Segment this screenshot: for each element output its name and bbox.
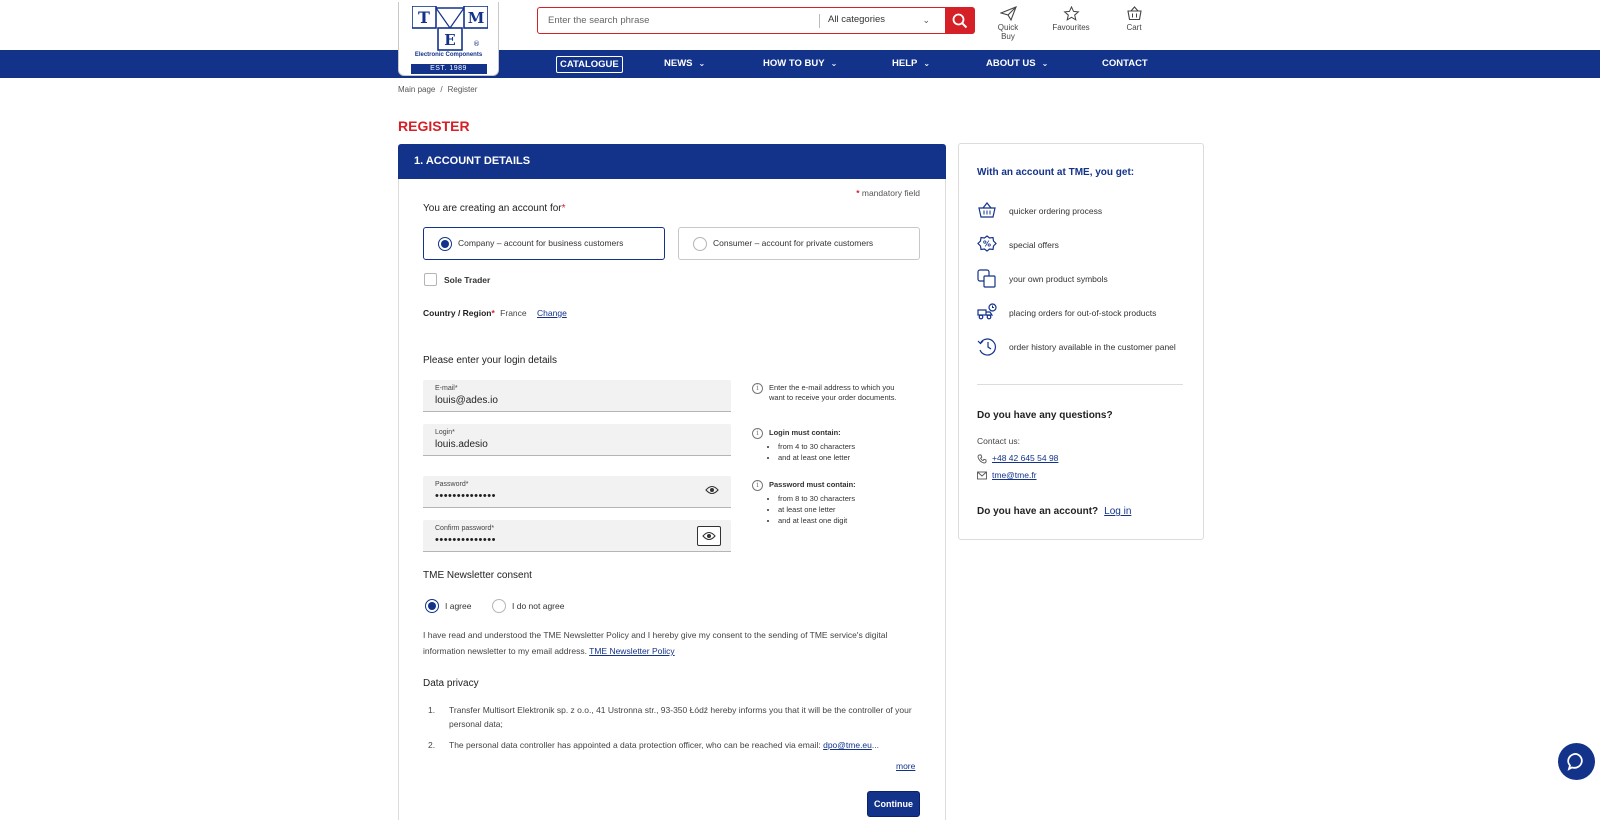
- password-hint-item: • from 8 to 30 characters: [778, 493, 912, 504]
- benefits-card: [958, 143, 1204, 540]
- history-icon: [977, 337, 997, 357]
- confirm-password-value: ••••••••••••••: [435, 534, 496, 546]
- info-icon: i: [752, 480, 763, 491]
- log-in-link[interactable]: Log in: [1104, 506, 1132, 517]
- search-category-select[interactable]: [828, 8, 938, 32]
- info-icon: i: [752, 428, 763, 439]
- newsletter-consent-text: [423, 627, 923, 659]
- cart-label: Cart: [1126, 23, 1142, 32]
- consumer-option-label: Consumer – account for private customers: [713, 238, 874, 248]
- privacy-item-suffix: ...: [871, 740, 879, 750]
- email-link[interactable]: tme@tme.fr: [992, 470, 1037, 480]
- required-star: *: [561, 203, 566, 214]
- phone-link[interactable]: +48 42 645 54 98: [992, 453, 1059, 463]
- eye-icon: [705, 485, 719, 495]
- email-hint: [752, 383, 912, 403]
- password-value: ••••••••••••••: [435, 490, 496, 502]
- have-account-row: [977, 506, 1131, 517]
- login-details-title: Please enter your login details: [423, 355, 557, 366]
- company-option-label: Company – account for business customers: [458, 238, 624, 248]
- company-account-option[interactable]: [423, 227, 665, 260]
- main-nav: [0, 50, 1600, 78]
- consumer-radio[interactable]: [693, 237, 707, 251]
- chevron-down-icon: ⌄: [923, 59, 931, 68]
- chat-button[interactable]: [1558, 743, 1595, 780]
- newsletter-text: I have read and understood the TME Newsletter Policy and I hereby give my consent to the sending of TME service's digital information newsletter to my email address.: [423, 630, 888, 656]
- country-label: Country / Region: [423, 308, 492, 318]
- privacy-item-text: The personal data controller has appointed a data protection officer, who can be reached via email:: [449, 740, 824, 750]
- nav-help-label: HELP: [892, 58, 918, 69]
- nav-news-label: NEWS: [664, 58, 693, 69]
- mandatory-note: [856, 188, 920, 198]
- questions-title: Do you have any questions?: [977, 410, 1113, 421]
- search-bar: [537, 7, 974, 34]
- have-account-text: Do you have an account?: [977, 506, 1099, 517]
- privacy-item: [428, 703, 923, 731]
- product-symbols-icon: [977, 269, 997, 289]
- chevron-down-icon: ⌄: [922, 15, 930, 25]
- nav-how-to-buy[interactable]: [763, 50, 837, 78]
- chevron-down-icon: ⌄: [698, 59, 706, 68]
- special-offers-icon: [977, 235, 997, 253]
- section-title: 1. ACCOUNT DETAILS: [398, 144, 946, 179]
- show-password-button[interactable]: [705, 485, 719, 498]
- password-label: Password*: [435, 481, 469, 488]
- out-of-stock-truck-icon: [977, 303, 997, 321]
- benefit-text: quicker ordering process: [1009, 206, 1103, 216]
- benefit-text: order history available in the customer panel: [1009, 342, 1176, 352]
- benefit-text: your own product symbols: [1009, 274, 1108, 284]
- benefit-text: placing orders for out-of-stock products: [1009, 308, 1157, 318]
- password-hint-item: • at least one letter: [778, 504, 912, 515]
- breadcrumb-current: Register: [447, 85, 478, 94]
- password-hint-item: • and at least one digit: [778, 515, 912, 526]
- tme-logo-mark: [412, 6, 488, 52]
- search-input[interactable]: [548, 12, 813, 29]
- envelope-icon: [977, 471, 987, 480]
- favourites-button[interactable]: [1051, 6, 1091, 32]
- breadcrumb-separator: /: [440, 85, 443, 94]
- nav-news[interactable]: [664, 50, 705, 78]
- email-value: louis@ades.io: [435, 395, 498, 406]
- favourites-label: Favourites: [1052, 23, 1090, 32]
- sole-trader-checkbox[interactable]: [424, 273, 437, 286]
- benefits-title: With an account at TME, you get:: [977, 167, 1135, 178]
- mandatory-text: mandatory field: [859, 188, 920, 198]
- continue-button[interactable]: Continue: [867, 791, 920, 817]
- login-hint: [752, 428, 912, 463]
- eye-icon: [702, 531, 716, 541]
- email-label: E-mail*: [435, 385, 458, 392]
- svg-text:%: %: [982, 239, 992, 249]
- logo-tagline: Electronic Components: [414, 52, 483, 58]
- login-field[interactable]: [423, 424, 731, 456]
- nav-about-us-label: ABOUT US: [986, 58, 1036, 69]
- divider: [977, 384, 1183, 385]
- account-for-text: You are creating an account for: [423, 203, 562, 214]
- basket-icon: [977, 201, 997, 219]
- country-row: [423, 308, 567, 318]
- page-title: REGISTER: [398, 118, 470, 134]
- login-label: Login*: [435, 429, 455, 436]
- nav-help[interactable]: [892, 50, 930, 78]
- search-button[interactable]: [945, 7, 975, 34]
- cart-basket-icon: [1126, 6, 1143, 21]
- login-hint-item: • and at least one letter: [778, 452, 912, 463]
- password-field[interactable]: [423, 476, 731, 508]
- svg-text:M: M: [467, 9, 485, 27]
- nav-contact-label: CONTACT: [1102, 58, 1148, 69]
- breadcrumb: [398, 85, 477, 94]
- quick-buy-label: Quick Buy: [997, 23, 1019, 41]
- benefit-text: special offers: [1009, 240, 1059, 250]
- privacy-item-text: Transfer Multisort Elektronik sp. z o.o., 41 Ustronna str., 93-350 Łódź hereby informs you that it will be the controller of your personal data;: [449, 705, 912, 729]
- email-hint-text: Enter the e-mail address to which you want to receive your order documents.: [769, 383, 897, 402]
- phone-icon: [977, 454, 987, 464]
- email-field[interactable]: [423, 380, 731, 412]
- mandatory-star: *: [856, 188, 860, 198]
- password-hint: [752, 480, 912, 526]
- svg-text:T: T: [418, 8, 430, 27]
- cart-button[interactable]: [1122, 6, 1146, 32]
- privacy-title: Data privacy: [423, 678, 479, 689]
- consumer-account-option[interactable]: [678, 227, 920, 260]
- logo-est: EST. 1989: [430, 65, 467, 72]
- login-value: louis.adesio: [435, 439, 488, 450]
- nav-how-to-buy-label: HOW TO BUY: [763, 58, 825, 69]
- paper-plane-icon: [1000, 6, 1017, 21]
- svg-text:E: E: [444, 31, 456, 49]
- nav-catalogue-label: CATALOGUE: [560, 59, 619, 70]
- login-hint-item: • from 4 to 30 characters: [778, 441, 912, 452]
- newsletter-disagree-radio[interactable]: [492, 599, 506, 613]
- show-confirm-password-button[interactable]: [697, 526, 721, 546]
- more-link[interactable]: more: [896, 761, 916, 771]
- privacy-item-number: 1.: [428, 705, 436, 715]
- account-for-label: [423, 203, 566, 214]
- chat-bubble-icon: [1567, 752, 1586, 771]
- required-star: *: [491, 308, 495, 318]
- newsletter-agree-radio[interactable]: [425, 599, 439, 613]
- search-divider: [819, 14, 820, 28]
- nav-about-us[interactable]: [986, 50, 1048, 78]
- nav-contact[interactable]: [1102, 50, 1148, 78]
- svg-text:®: ®: [473, 40, 480, 48]
- login-hint-title: Login must contain:: [769, 428, 841, 437]
- newsletter-policy-link[interactable]: TME Newsletter Policy: [589, 646, 675, 656]
- info-icon: i: [752, 383, 763, 394]
- dpo-email-link[interactable]: dpo@tme.eu: [823, 740, 872, 750]
- confirm-password-field[interactable]: [423, 520, 731, 552]
- confirm-password-label: Confirm password*: [435, 525, 495, 532]
- nav-catalogue[interactable]: [556, 56, 623, 73]
- company-radio[interactable]: [438, 237, 452, 251]
- quick-buy-button[interactable]: [990, 6, 1026, 41]
- contact-us-label: Contact us:: [977, 436, 1020, 446]
- country-value: France: [500, 308, 527, 318]
- breadcrumb-home[interactable]: Main page: [398, 85, 436, 94]
- search-category-label: All categories: [828, 14, 886, 25]
- privacy-item-number: 2.: [428, 740, 436, 750]
- privacy-item: [428, 738, 923, 752]
- sole-trader-label: Sole Trader: [444, 275, 491, 285]
- newsletter-agree-label: I agree: [445, 601, 472, 611]
- newsletter-title: TME Newsletter consent: [423, 570, 532, 581]
- chevron-down-icon: ⌄: [830, 59, 838, 68]
- newsletter-disagree-label: I do not agree: [512, 601, 565, 611]
- search-icon: [952, 13, 968, 29]
- star-icon: [1063, 6, 1080, 21]
- chevron-down-icon: ⌄: [1041, 59, 1049, 68]
- tme-logo[interactable]: [398, 2, 499, 76]
- password-hint-title: Password must contain:: [769, 480, 856, 489]
- country-change-link[interactable]: Change: [537, 308, 567, 318]
